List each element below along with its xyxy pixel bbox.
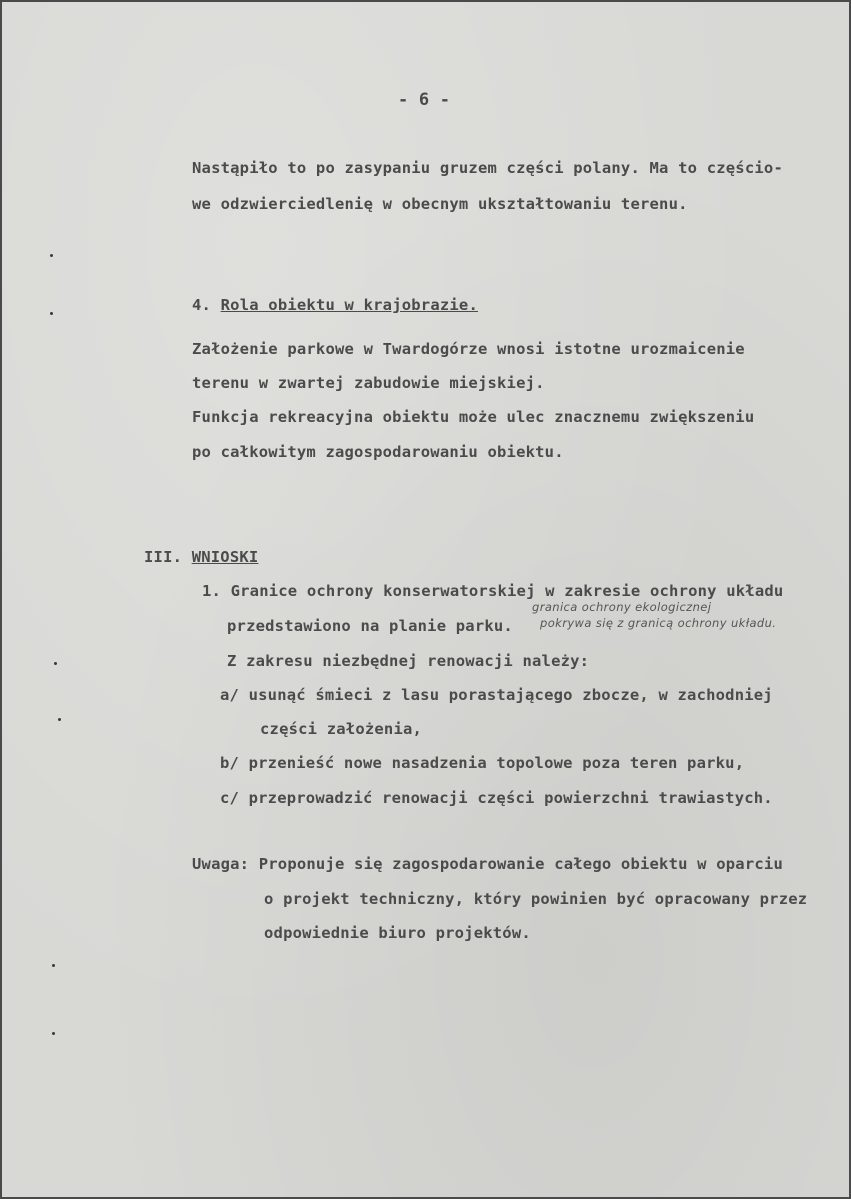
item-a-line-1: a/ usunąć śmieci z lasu porastającego zbocze, w zachodniej xyxy=(220,686,773,704)
renovation-intro: Z zakresu niezbędnej renowacji należy: xyxy=(227,652,590,670)
section-3-number: III. xyxy=(144,548,183,566)
section-4-title: Rola obiektu w krajobrazie. xyxy=(220,296,478,314)
handwritten-note-line-2: pokrywa się z granicą ochrony układu. xyxy=(540,616,777,630)
section-4-heading xyxy=(192,296,478,314)
item-a-line-2: części założenia, xyxy=(260,720,423,738)
section-4-line-3: Funkcja rekreacyjna obiektu może ulec znacznemu zwiększeniu xyxy=(192,408,755,426)
binding-hole-mark xyxy=(52,964,55,967)
handwritten-note-line-1: granica ochrony ekologicznej xyxy=(532,600,712,614)
item-1-line-1: 1. Granice ochrony konserwatorskiej w zakresie ochrony układu xyxy=(202,582,784,600)
section-3-heading xyxy=(144,548,258,566)
binding-hole-mark xyxy=(50,312,53,315)
section-4-line-2: terenu w zwartej zabudowie miejskiej. xyxy=(192,374,545,392)
section-4-line-1: Założenie parkowe w Twardogórze wnosi istotne urozmaicenie xyxy=(192,340,745,358)
item-1-line-2: przedstawiono na planie parku. xyxy=(227,617,513,635)
note-line-1: Uwaga: Proponuje się zagospodarowanie całego obiektu w oparciu xyxy=(192,855,783,873)
intro-line-1: Nastąpiło to po zasypaniu gruzem części polany. Ma to częścio- xyxy=(192,159,783,177)
page-number: - 6 - xyxy=(398,90,451,110)
section-4-number: 4. xyxy=(192,296,212,314)
binding-hole-mark xyxy=(50,254,53,257)
section-3-title: WNIOSKI xyxy=(191,548,259,566)
binding-hole-mark xyxy=(52,1032,55,1035)
item-b: b/ przenieść nowe nasadzenia topolowe poza teren parku, xyxy=(220,754,745,772)
binding-hole-mark xyxy=(58,718,61,721)
intro-line-2: we odzwierciedlenię w obecnym ukształtowaniu terenu. xyxy=(192,195,688,213)
section-4-line-4: po całkowitym zagospodarowaniu obiektu. xyxy=(192,443,564,461)
note-line-3: odpowiednie biuro projektów. xyxy=(264,924,531,942)
note-line-2: o projekt techniczny, który powinien być opracowany przez xyxy=(264,890,808,908)
binding-hole-mark xyxy=(54,662,57,665)
item-c: c/ przeprowadzić renowacji części powierzchni trawiastych. xyxy=(220,789,773,807)
